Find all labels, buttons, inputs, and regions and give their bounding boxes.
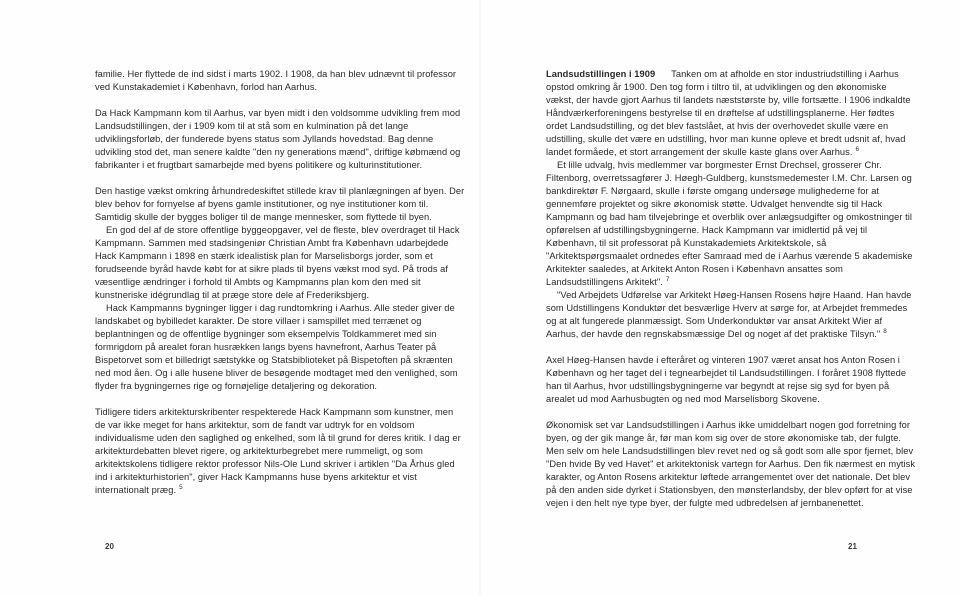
- paragraph-text: Hack Kampmanns bygninger ligger i dag rundtomkring i Aarhus. Alle steder giver de landskabet og bybilledet karakter. De store villaer i samspillet med terrænet og beplantningen og de offentlige bygninger som eksempelvis Toldkammeret med sin formrigdom på arealet foran husrækken langs byens havnefront, Aarhus Teater på Bispetorvet som et billedrigt sætstykke og Statsbiblioteket på Bispetoften på skrænten ned mod åen. Og i alle husene bliver de besøgende modtaget med den venlighed, som flyder fra bygningernes rige og fornøjelige detaljering og dekoration.: [95, 303, 458, 391]
- paragraph-text: familie. Her flyttede de ind sidst i marts 1902. I 1908, da han blev udnævnt til professor ved Kunstakademiet i København, forlod han Aarhus.: [95, 69, 457, 92]
- footnote-marker: 8: [883, 327, 887, 335]
- paragraph: [95, 302, 465, 393]
- paragraph: [546, 419, 916, 510]
- page-number-right: 21: [848, 542, 857, 551]
- paragraph: [95, 107, 465, 172]
- footnote-marker: 6: [855, 145, 860, 153]
- paragraph-text: En god del af de store offentlige byggeopgaver, vel de fleste, blev overdraget til Hack Kampmann. Sammen med stadsingeniør Christian Ambt fra København udarbejdede Hack Kampmann i 1898 en stærk idealistisk plan for Marselisborgs jorder, som et forudseende byråd havde købt for at sikre plads til byens vækst mod syd. På trods af væsentlige ændringer i forhold til Ambts og Kampmanns plan kom den med sit kunstneriske idégrundlag til at præge store dele af Frederiksbjerg.: [95, 225, 460, 300]
- paragraph-text: Et lille udvalg, hvis medlemmer var borgmester Ernst Drechsel, grosserer Chr. Filtenborg, overretssagfører J. Høegh-Guldberg, kunstsmedemester I.M. Chr. Larsen og bankdirektør F. Nørgaard, skulle i første omgang undersøge mulighederne for at gennemføre projektet og sikre økonomisk støtte. Udvalget henvendte sig til Hack Kampmann og bad ham tilvejebringe et overblik over anlægsudgifter og omkostninger til opførelsen af udstillingsbygningerne. Hack Kampmann var imidlertid på vej til København, til sit professorat på Kunstakademiets Arkitektskole, så "Arkitektspørgsmaalet ordnedes efter Samraad med de i Aarhus værende 5 akademiske Arkitekter saaledes, at Arkitekt Anton Rosen i København ansattes som Landsudstillingens Arkitekt".: [546, 160, 913, 287]
- paragraph-text: Tidligere tiders arkitekturskribenter respekterede Hack Kampmann som kunstner, men de var ikke meget for hans arkitektur, som de fandt var udtryk for en voldsom individualisme uden den saglighed og enkelhed, som lå til grund for deres kritik. I dag er arkitekturdebatten blevet rigere, og arkitekturbegrebet mere rummeligt, og som arkitektskolens tidligere rektor professor Nils-Ole Lund skriver i artiklen "Da Århus gled ind i arkitekturhistorien", giver Hack Kampmanns huse byens arkitektur et vist internationalt præg.: [95, 407, 461, 495]
- paragraph: [546, 68, 916, 159]
- paragraph: [95, 406, 465, 497]
- left-page-text-column: [95, 68, 465, 497]
- paragraph: [546, 289, 916, 341]
- paragraph-text: Økonomisk set var Landsudstillingen i Aarhus ikke umiddelbart nogen god forretning for byen, og der gik mange år, før man kom sig over de store økonomiske tab, der fulgte. Men selv om hele Landsudstillingen blev revet ned og så godt som alle spor fjernet, blev "Den hvide By ved Havet" et arkitektonisk vartegn for Aarhus. Den fik nærmest en mytisk karakter, og Anton Rosens arkitektur løftede arrangementet over det nationale. Det blev på den anden side dyrket i Stationsbyen, den mønsterlandsby, der blev opført for at vise vejen i den helt nye type byer, der fulgte med udbredelsen af jernbanenettet.: [546, 420, 916, 508]
- paragraph: [95, 68, 465, 94]
- paragraph-text: Da Hack Kampmann kom til Aarhus, var byen midt i den voldsomme udvikling frem mod Landsudstillingen, der i 1909 kom til at stå som en kulmination på det lange udviklingsforløb, der funderede byens status som Jyllands hovedstad. Bag denne udvikling stod det, man senere kaldte "den ny generations mænd", driftige købmænd og fabrikanter i et frugtbart samarbejde med byens politikere og kulturinstitutioner.: [95, 108, 461, 170]
- footnote-marker: 7: [665, 275, 670, 283]
- paragraph-text: Den hastige vækst omkring århundredeskiftet stillede krav til planlægningen af byen. Der blev behov for fornyelse af byens gamle institutioner, og nye institutioner kom til. Samtidig skulle der bygges boliger til de mange mennesker, som flyttede til byen.: [95, 186, 465, 222]
- page-gutter: [479, 0, 481, 596]
- page-number-left: 20: [105, 542, 114, 551]
- paragraph-text: Axel Høeg-Hansen havde i efteråret og vinteren 1907 været ansat hos Anton Rosen i København og her taget del i tegnearbejdet til Landsudstillingen. I foråret 1908 flyttede han til Aarhus, hvor udstillingsbygningerne var begyndt at rejse sig syd for byen på arealet ud mod Aarhusbugten og ned mod Marselisborg Skovene.: [546, 355, 907, 404]
- footnote-marker: 5: [179, 483, 183, 491]
- paragraph: [546, 159, 916, 289]
- paragraph-text: "Ved Arbejdets Udførelse var Arkitekt Høeg-Hansen Rosens højre Haand. Han havde som Udstillingens Konduktør det besværlige Hverv at sørge for, at Arbejdet fremmedes og at alt fungerede planmæssigt. Som Underkonduktør var ansat Arkitekt Wier af Aarhus, der havde den regnskabsmæssige Del og noget af det praktiske Tilsyn.": [546, 290, 912, 339]
- right-page-text-column: [546, 68, 916, 510]
- section-heading: Landsudstillingen i 1909: [546, 69, 656, 79]
- paragraph: [95, 224, 465, 302]
- paragraph: [95, 185, 465, 224]
- paragraph: [546, 354, 916, 406]
- paragraph-text: Tanken om at afholde en stor industriudstilling i Aarhus opstod omkring år 1900. Den tog form i tiltro til, at udviklingen og den økonomiske vækst, der havde gjort Aarhus til landets næststørste by, ville fortsætte. I 1906 indkaldte Håndværkerforeningens bestyrelse til en drøftelse af udstillingsplanerne. Her fødtes ordet Landsudstilling, og det blev fastslået, at hvis der overhovedet skulle være en udstilling, skulle det være en udstilling, hvor man kunne opleve et bredt udsnit af, hvad landet formåede, et stort arrangement der skulle kaste glans over Aarhus.: [546, 69, 911, 157]
